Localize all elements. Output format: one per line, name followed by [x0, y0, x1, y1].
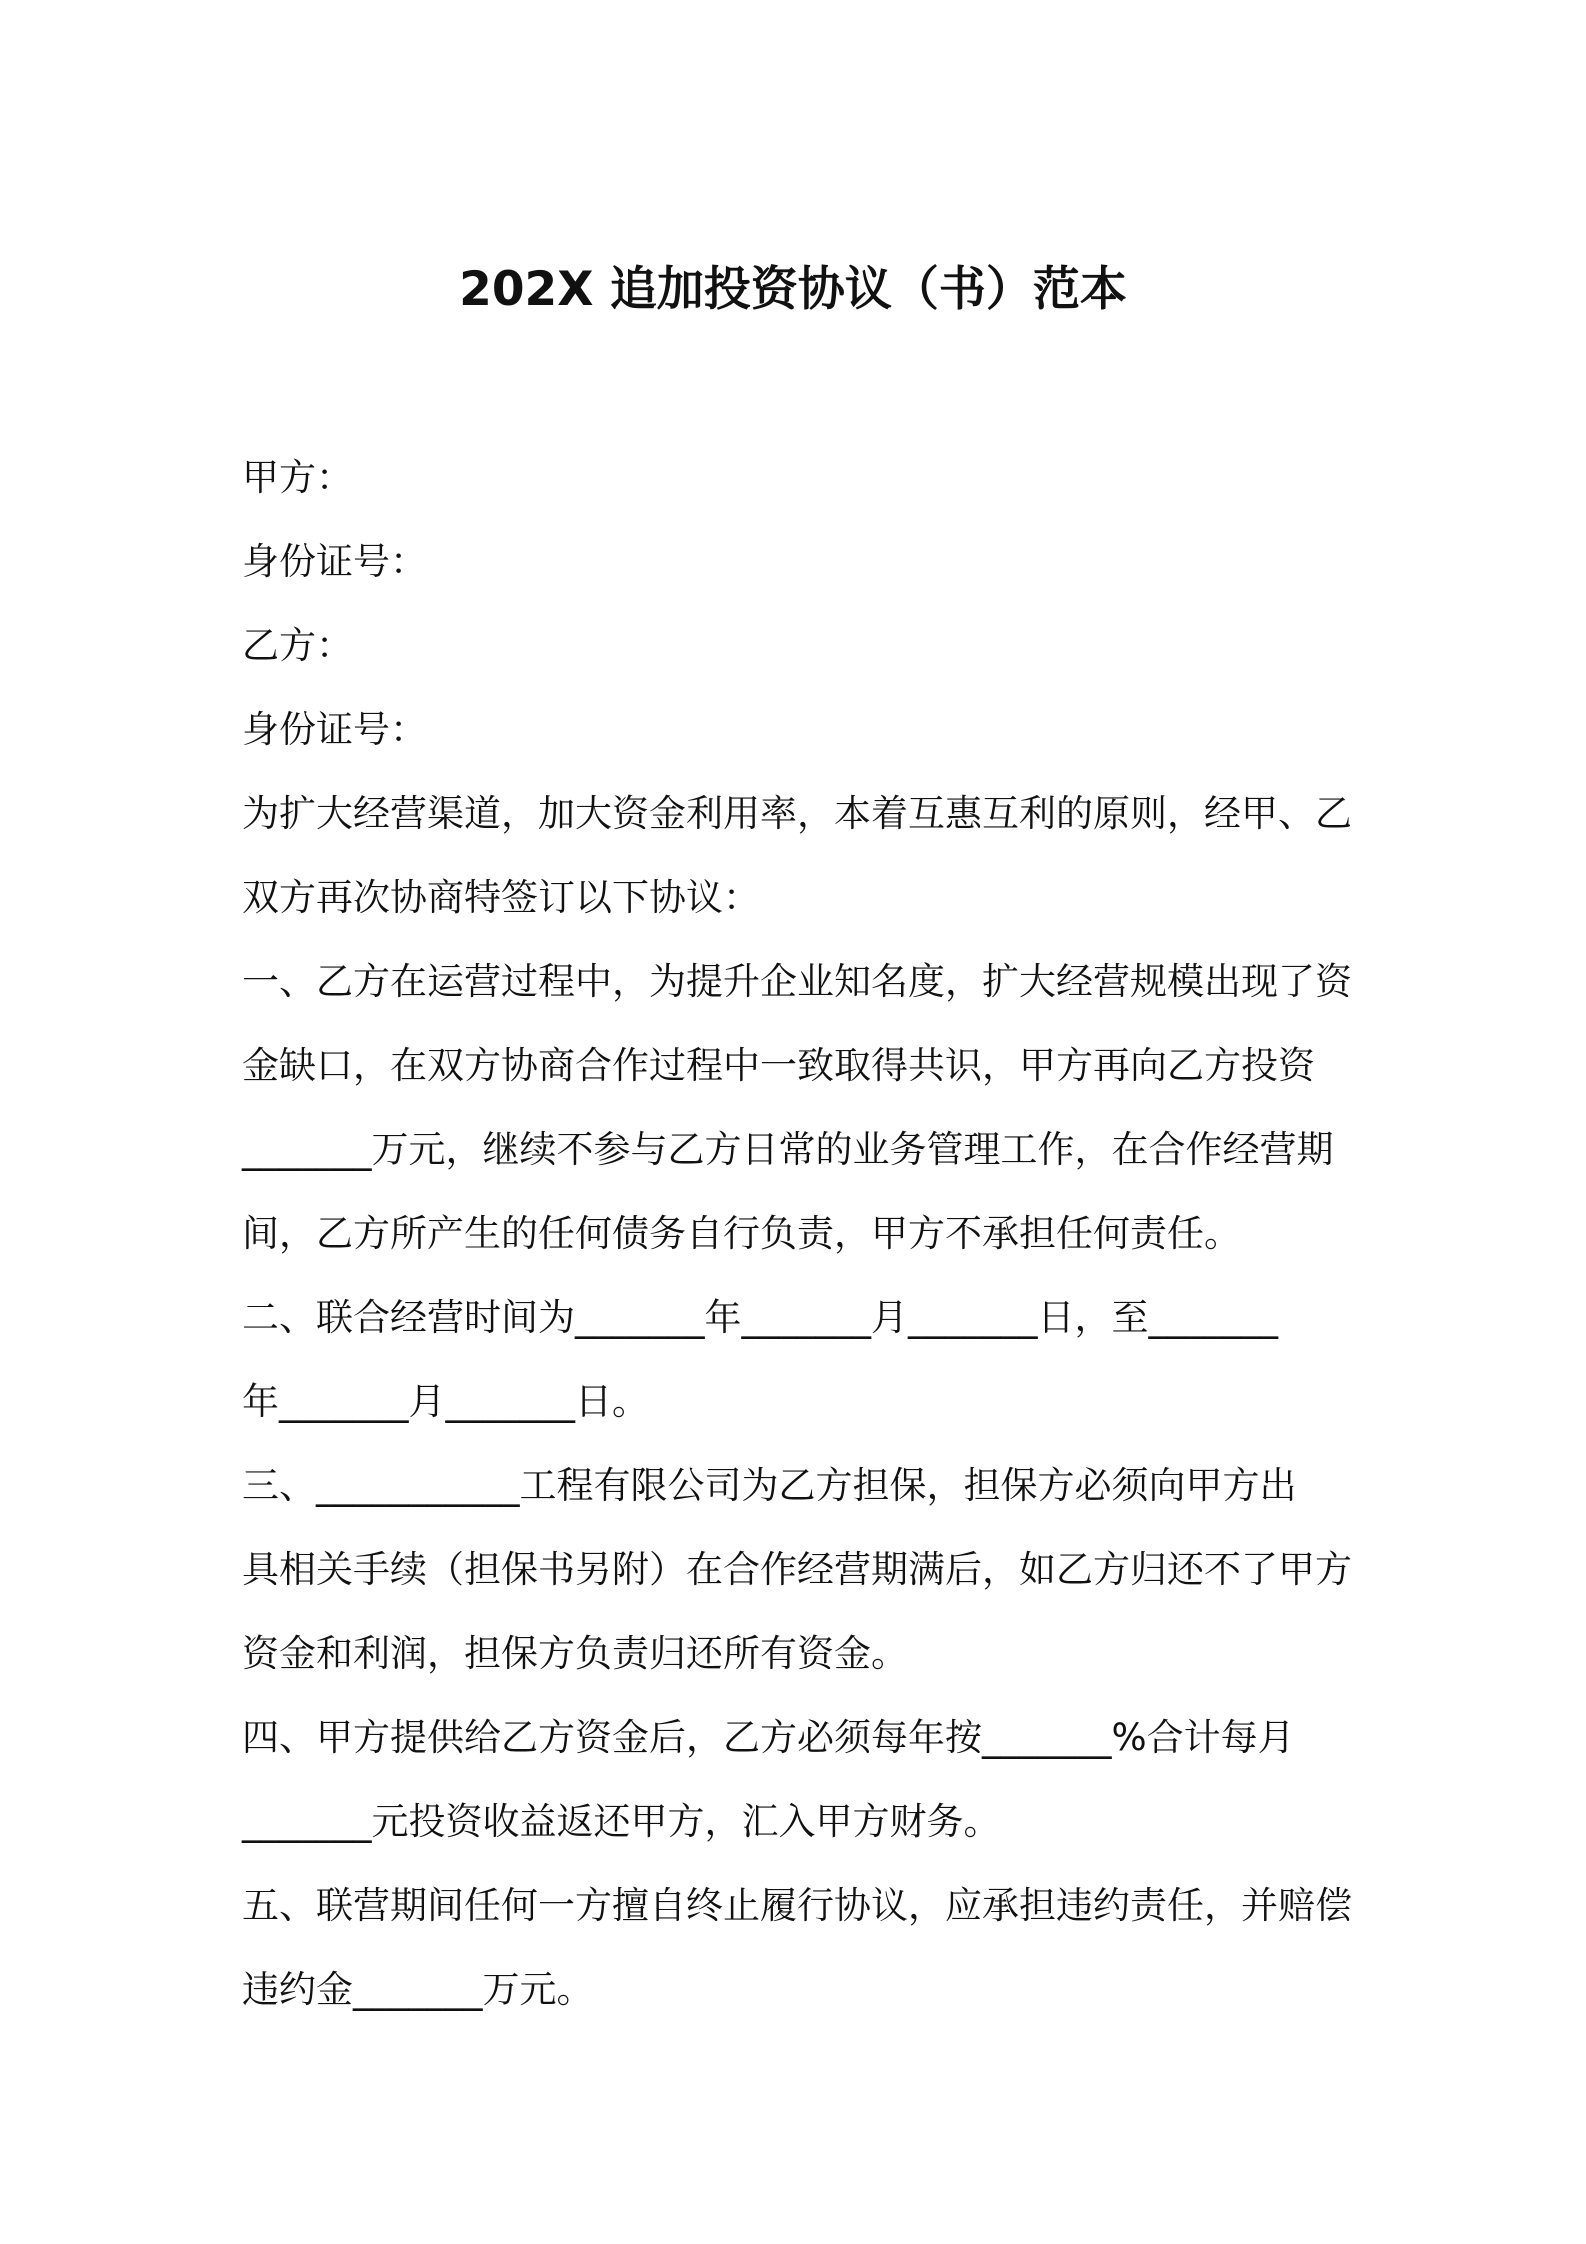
document-title: 202X 追加投资协议（书）范本: [459, 262, 1127, 317]
clause-1-line: 一、乙方在运营过程中，为提升企业知名度，扩大经营规模出现了资: [242, 960, 1352, 1003]
party-b-id-label: 身份证号：: [242, 708, 427, 751]
party-a-label: 甲方：: [242, 456, 353, 499]
clause-1-line: _______万元，继续不参与乙方日常的业务管理工作，在合作经营期: [242, 1128, 1334, 1171]
party-b-label: 乙方：: [242, 624, 353, 667]
clause-5-line: 违约金_______万元。: [242, 1968, 594, 2011]
document-body: [242, 436, 1362, 2032]
clause-2-line: 年_______月_______日。: [242, 1380, 649, 1423]
clause-5-line: 五、联营期间任何一方擅自终止履行协议，应承担违约责任，并赔偿: [242, 1884, 1352, 1927]
preamble-line: 双方再次协商特签订以下协议：: [242, 876, 760, 919]
clause-3-line: 具相关手续（担保书另附）在合作经营期满后，如乙方归还不了甲方: [242, 1548, 1352, 1591]
clause-1-line: 金缺口，在双方协商合作过程中一致取得共识，甲方再向乙方投资: [242, 1044, 1315, 1087]
clause-2-line: 二、联合经营时间为_______年_______月_______日，至_______: [242, 1296, 1278, 1339]
clause-3-line: 资金和利润，担保方负责归还所有资金。: [242, 1632, 908, 1675]
party-a-id-label: 身份证号：: [242, 540, 427, 583]
clause-4-line: _______元投资收益返还甲方，汇入甲方财务。: [242, 1800, 1001, 1843]
clause-3-line: 三、___________工程有限公司为乙方担保，担保方必须向甲方出: [242, 1464, 1297, 1507]
clause-1-line: 间，乙方所产生的任何债务自行负责，甲方不承担任何责任。: [242, 1212, 1241, 1255]
clause-4-line: 四、甲方提供给乙方资金后，乙方必须每年按_______%合计每月: [242, 1716, 1295, 1759]
preamble-line: 为扩大经营渠道，加大资金利用率，本着互惠互利的原则，经甲、乙: [242, 792, 1352, 835]
